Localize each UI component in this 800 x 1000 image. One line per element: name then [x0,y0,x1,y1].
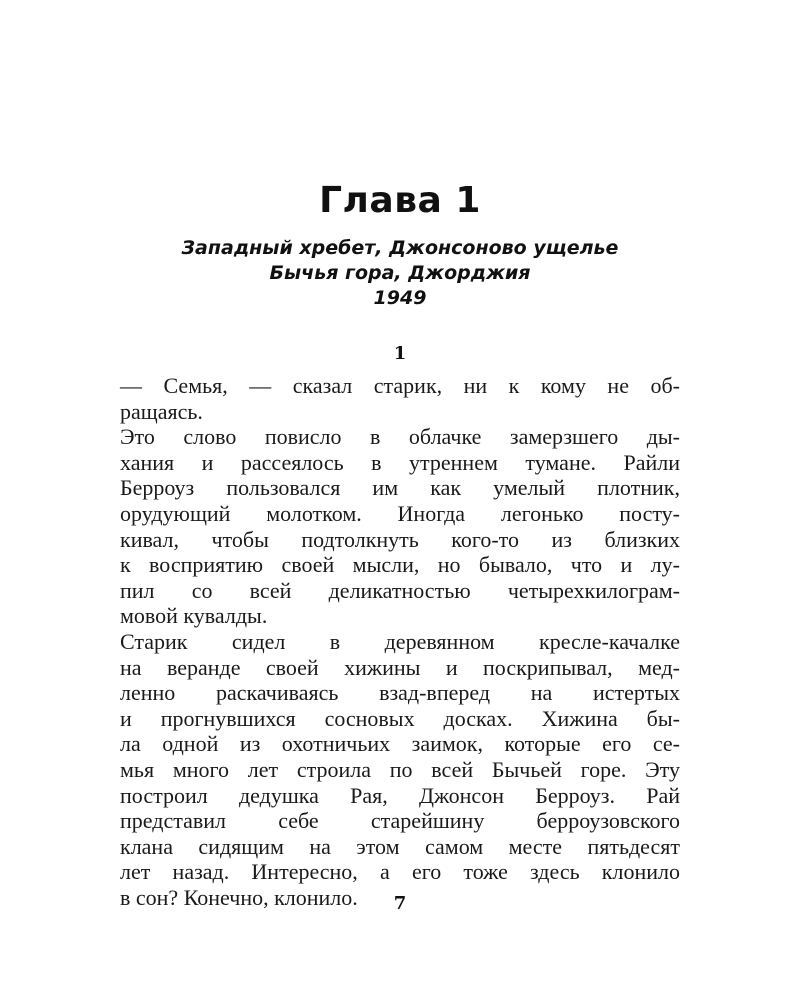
text-line: построил дедушка Рая, Джонсон Берроуз. Рай [120,782,680,808]
text-line: мовой кувалды. [120,603,268,629]
text-line: — Семья, — сказал старик, ни к кому не об- [120,373,680,398]
chapter-location [0,236,800,311]
text-line: Это слово повисло в облачке замерзшего ды- [120,424,680,450]
text-line: лет назад. Интересно, а его тоже здесь клонило [120,859,680,885]
text-line: Берроуз пользовался им как умелый плотник, [120,475,680,501]
text-line: ращаясь. [120,398,203,424]
location-line: Бычья гора, Джорджия [269,262,531,284]
text-line: ла одной из охотничьих заимок, которые его се- [120,731,680,757]
location-line: Западный хребет, Джонсоново ущелье [181,237,619,259]
text-line: в сон? Конечно, клонило. [120,884,358,910]
text-line: клана сидящим на этом самом месте пятьдесят [120,833,680,859]
chapter-title: Глава 1 [319,180,481,221]
text-line: ленно раскачиваясь взад-вперед на истертых [120,680,680,706]
body-text [120,373,680,910]
text-line: кивал, чтобы подтолкнуть кого-то из близких [120,526,680,552]
page-number: 7 [393,893,407,914]
text-line: пил со всей деликатностью четырехкилограм- [120,577,680,603]
text-line: к восприятию своей мысли, но бывало, что и лу- [120,552,680,578]
text-line: Старик сидел в деревянном кресле-качалке [120,628,680,654]
location-line: 1949 [373,287,427,309]
text-line: на веранде своей хижины и поскрипывал, мед- [120,654,680,680]
text-line: хания и рассеялось в утреннем тумане. Райли [120,449,680,475]
section-number: 1 [393,343,407,364]
text-line: орудующий молотком. Иногда легонько посту- [120,500,680,526]
text-line: мья много лет строила по всей Бычьей горе. Эту [120,756,680,782]
text-line: и прогнувшихся сосновых досках. Хижина бы- [120,705,680,731]
text-line: представил себе старейшину берроузовского [120,808,680,834]
